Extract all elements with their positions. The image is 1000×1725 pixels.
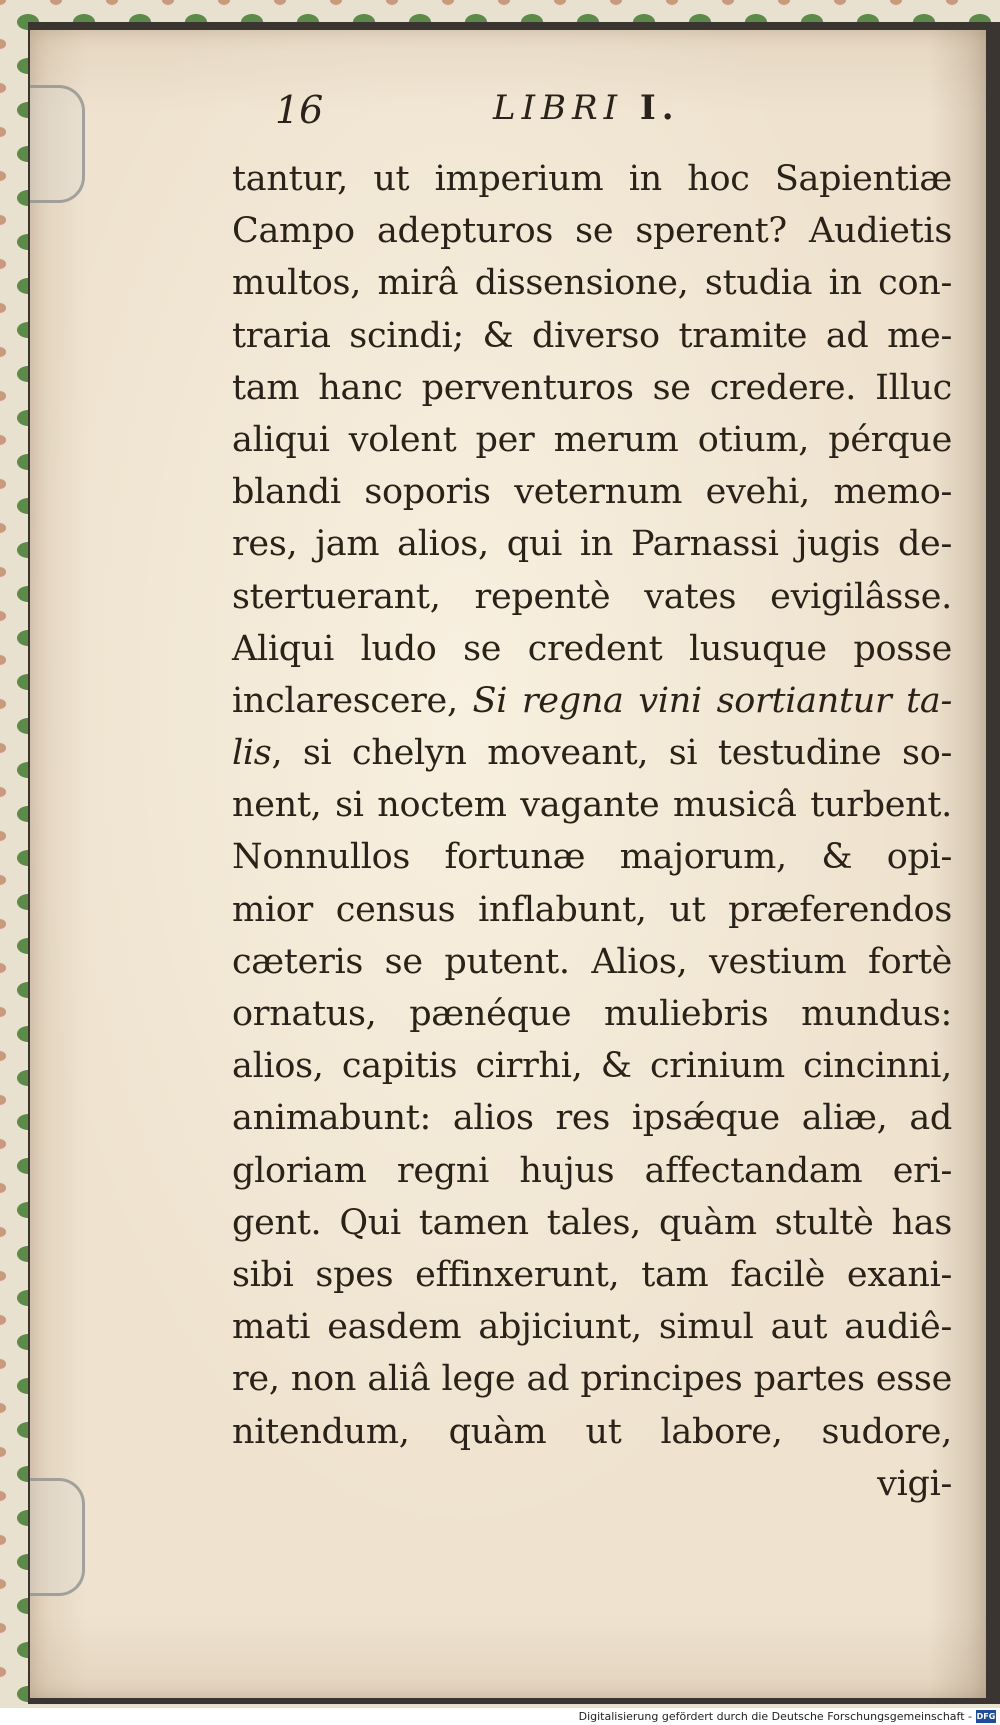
text-line: tantur, ut imperium in hoc Sapientiæ	[232, 159, 952, 199]
text-line: re, non aliâ lege ad principes partes esse	[232, 1359, 952, 1400]
page-number: 16	[275, 88, 324, 132]
text-line	[232, 727, 952, 779]
text-line: animabunt: alios res ipsǽque aliæ, ad	[232, 1098, 952, 1139]
text-line: cæteris se putent. Alios, vestium fortè	[232, 941, 952, 982]
italic-quotation: Si regna vini sortiantur ta-	[472, 680, 952, 721]
text-line: tam hanc perventuros se credere. Illuc	[232, 367, 952, 408]
text-line: stertuerant, repentè vates evigilâsse.	[232, 576, 952, 617]
text-segment: , si chelyn moveant, si testudine so-	[271, 733, 952, 774]
digitization-credit: Digitalisierung gefördert durch die Deutsche Forschungsgemeinschaft -	[578, 1710, 972, 1723]
text-line: nent, si noctem vagante musicâ turbent.	[232, 785, 952, 826]
text-line: nitendum, quàm ut labore, sudore,	[232, 1411, 952, 1452]
text-line: multos, mirâ dissensione, studia in con-	[232, 263, 952, 304]
running-head-number: I.	[639, 88, 680, 128]
text-line: blandi soporis veternum evehi, memo-	[232, 472, 952, 513]
page-header	[275, 88, 755, 148]
text-line: gloriam regni hujus affectandam eri-	[232, 1150, 952, 1191]
text-line: mati easdem abjiciunt, simul aut audiê-	[232, 1307, 952, 1348]
text-line: ornatus, pænéque muliebris mundus:	[232, 994, 952, 1034]
running-head-title: LIBRI	[493, 88, 624, 128]
text-line: Aliqui ludo se credent lusuque posse	[232, 628, 952, 669]
text-line: Campo adepturos se sperent? Audietis	[232, 211, 952, 252]
text-line: alios, capitis cirrhi, & crinium cincinni,	[232, 1046, 952, 1087]
text-line: aliqui volent per merum otium, pérque	[232, 419, 952, 460]
text-line: mior census inflabunt, ut præferendos	[232, 889, 952, 930]
text-line: gent. Qui tamen tales, quàm stultè has	[232, 1202, 952, 1243]
text-segment: inclarescere,	[232, 680, 473, 721]
text-line: res, jam alios, qui in Parnassi jugis de-	[232, 524, 952, 565]
italic-quotation-end: lis	[232, 733, 272, 774]
clamp-bottom	[30, 1478, 85, 1596]
body-text	[232, 153, 952, 1510]
running-head	[493, 88, 680, 128]
dfg-logo-icon: DFG	[976, 1712, 996, 1721]
text-line	[232, 675, 952, 727]
catchword: vigi-	[877, 1463, 952, 1504]
text-line: sibi spes effinxerunt, tam facilè exani-	[232, 1254, 952, 1295]
clamp-top	[30, 85, 85, 203]
text-line: Nonnullos fortunæ majorum, & opi-	[232, 837, 952, 878]
text-line: traria scindi; & diverso tramite ad me-	[232, 315, 952, 356]
